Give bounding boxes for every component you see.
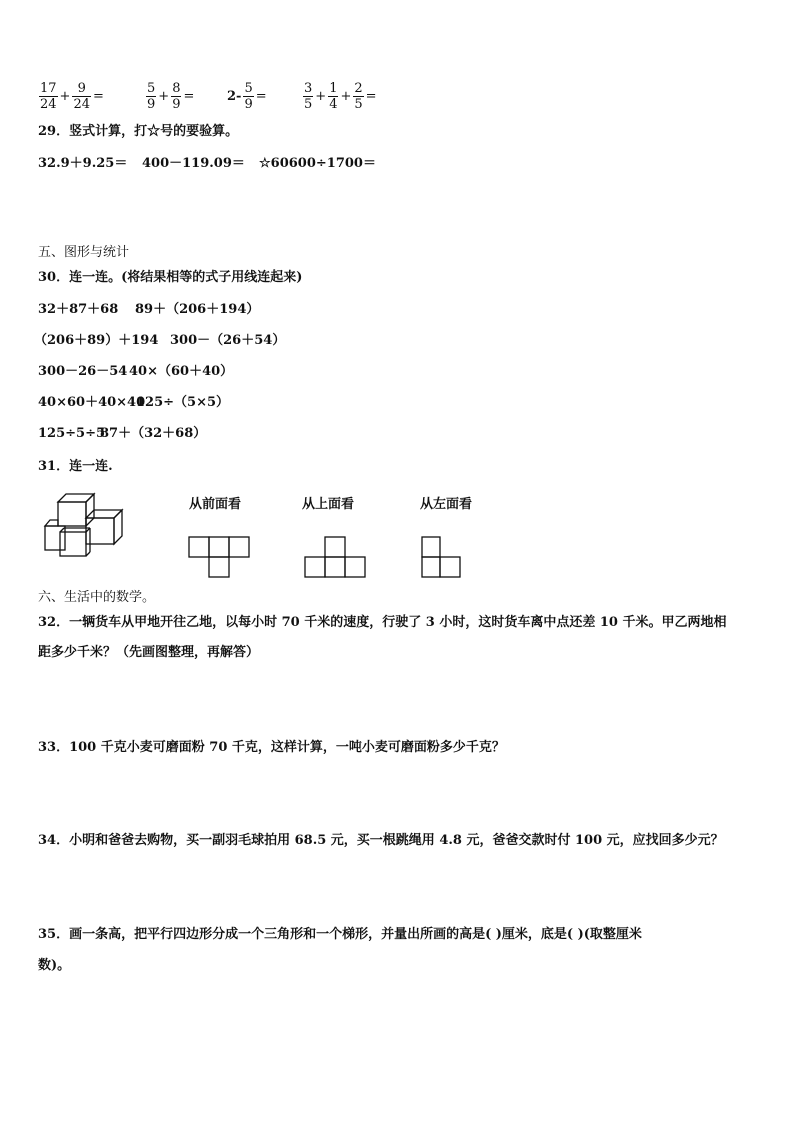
fraction-expr-2: $\frac{5}{9}$ + $\frac{8}{9}$ = [147, 80, 195, 112]
label-left-view: 从左面看 [420, 497, 473, 512]
view-shape-inverted-t [304, 535, 368, 580]
q30-right-1: 89＋（206＋194） [135, 302, 260, 317]
label-front-view: 从前面看 [189, 497, 242, 512]
fraction: $\frac{1}{4}$ [329, 80, 338, 112]
question-32-line-2: 距多少千米？（先画图整理，再解答） [38, 645, 260, 660]
q30-right-4: 125÷（5×5） [136, 395, 230, 410]
question-30-title: 30．连一连。(将结果相等的式子用线连起来) [38, 270, 303, 285]
fraction: $\frac{5}{9}$ [147, 80, 156, 112]
fraction-expr-1: $\frac{17}{24}$ + $\frac{9}{24}$ = [40, 80, 104, 112]
q29-item-2: 400－119.09＝ [142, 156, 245, 171]
fraction: $\frac{8}{9}$ [172, 80, 181, 112]
question-32-line-1: 32．一辆货车从甲地开往乙地，以每小时 70 千米的速度，行驶了 3 小时，这时货车离中点还差 10 千米。甲乙两地相 [38, 615, 727, 630]
cube-stack-figure [40, 490, 130, 560]
q30-left-1: 32＋87＋68 [38, 302, 119, 317]
label-top-view: 从上面看 [302, 497, 355, 512]
fraction: $\frac{3}{5}$ [304, 80, 313, 112]
q30-left-4: 40×60＋40×40 [38, 395, 146, 410]
q30-right-3: 40×（60＋40） [129, 364, 234, 379]
view-shape-l [420, 535, 466, 580]
q30-right-2: 300－（26＋54） [170, 333, 286, 348]
q29-item-3: ☆60600÷1700＝ [259, 156, 376, 171]
question-31-title: 31．连一连. [38, 459, 113, 474]
q30-right-5: 87＋（32＋68） [100, 426, 207, 441]
fraction: $\frac{2}{5}$ [354, 80, 363, 112]
fraction-expr-3: 2- $\frac{5}{9}$ = [227, 80, 267, 112]
view-shape-t [188, 535, 252, 580]
q30-left-3: 300－26－54 [38, 364, 128, 379]
question-33: 33．100 千克小麦可磨面粉 70 千克，这样计算，一吨小麦可磨面粉多少千克？ [38, 740, 505, 755]
fraction: $\frac{5}{9}$ [244, 80, 253, 112]
section-6-heading: 六、生活中的数学。 [38, 590, 156, 605]
section-5-heading: 五、图形与统计 [38, 245, 130, 260]
q30-left-5: 125÷5÷5 [38, 426, 106, 441]
q30-left-2: （206＋89）＋194 [34, 333, 159, 348]
question-35-line-1: 35．画一条高，把平行四边形分成一个三角形和一个梯形，并量出所画的高是( )厘米，底是( )(取整厘米 [38, 927, 642, 942]
fraction: $\frac{17}{24}$ [40, 80, 57, 112]
fraction: $\frac{9}{24}$ [73, 80, 90, 112]
q29-item-1: 32.9＋9.25＝ [38, 156, 128, 171]
question-35-line-2: 数)。 [38, 958, 71, 973]
question-34: 34．小明和爸爸去购物，买一副羽毛球拍用 68.5 元，买一根跳绳用 4.8 元，爸爸交款时付 100 元，应找回多少元？ [38, 833, 724, 848]
fraction-expr-4: $\frac{3}{5}$ + $\frac{1}{4}$ + $\frac{2}{5}$ = [304, 80, 377, 112]
question-29-title: 29．竖式计算，打☆号的要验算。 [38, 124, 239, 139]
